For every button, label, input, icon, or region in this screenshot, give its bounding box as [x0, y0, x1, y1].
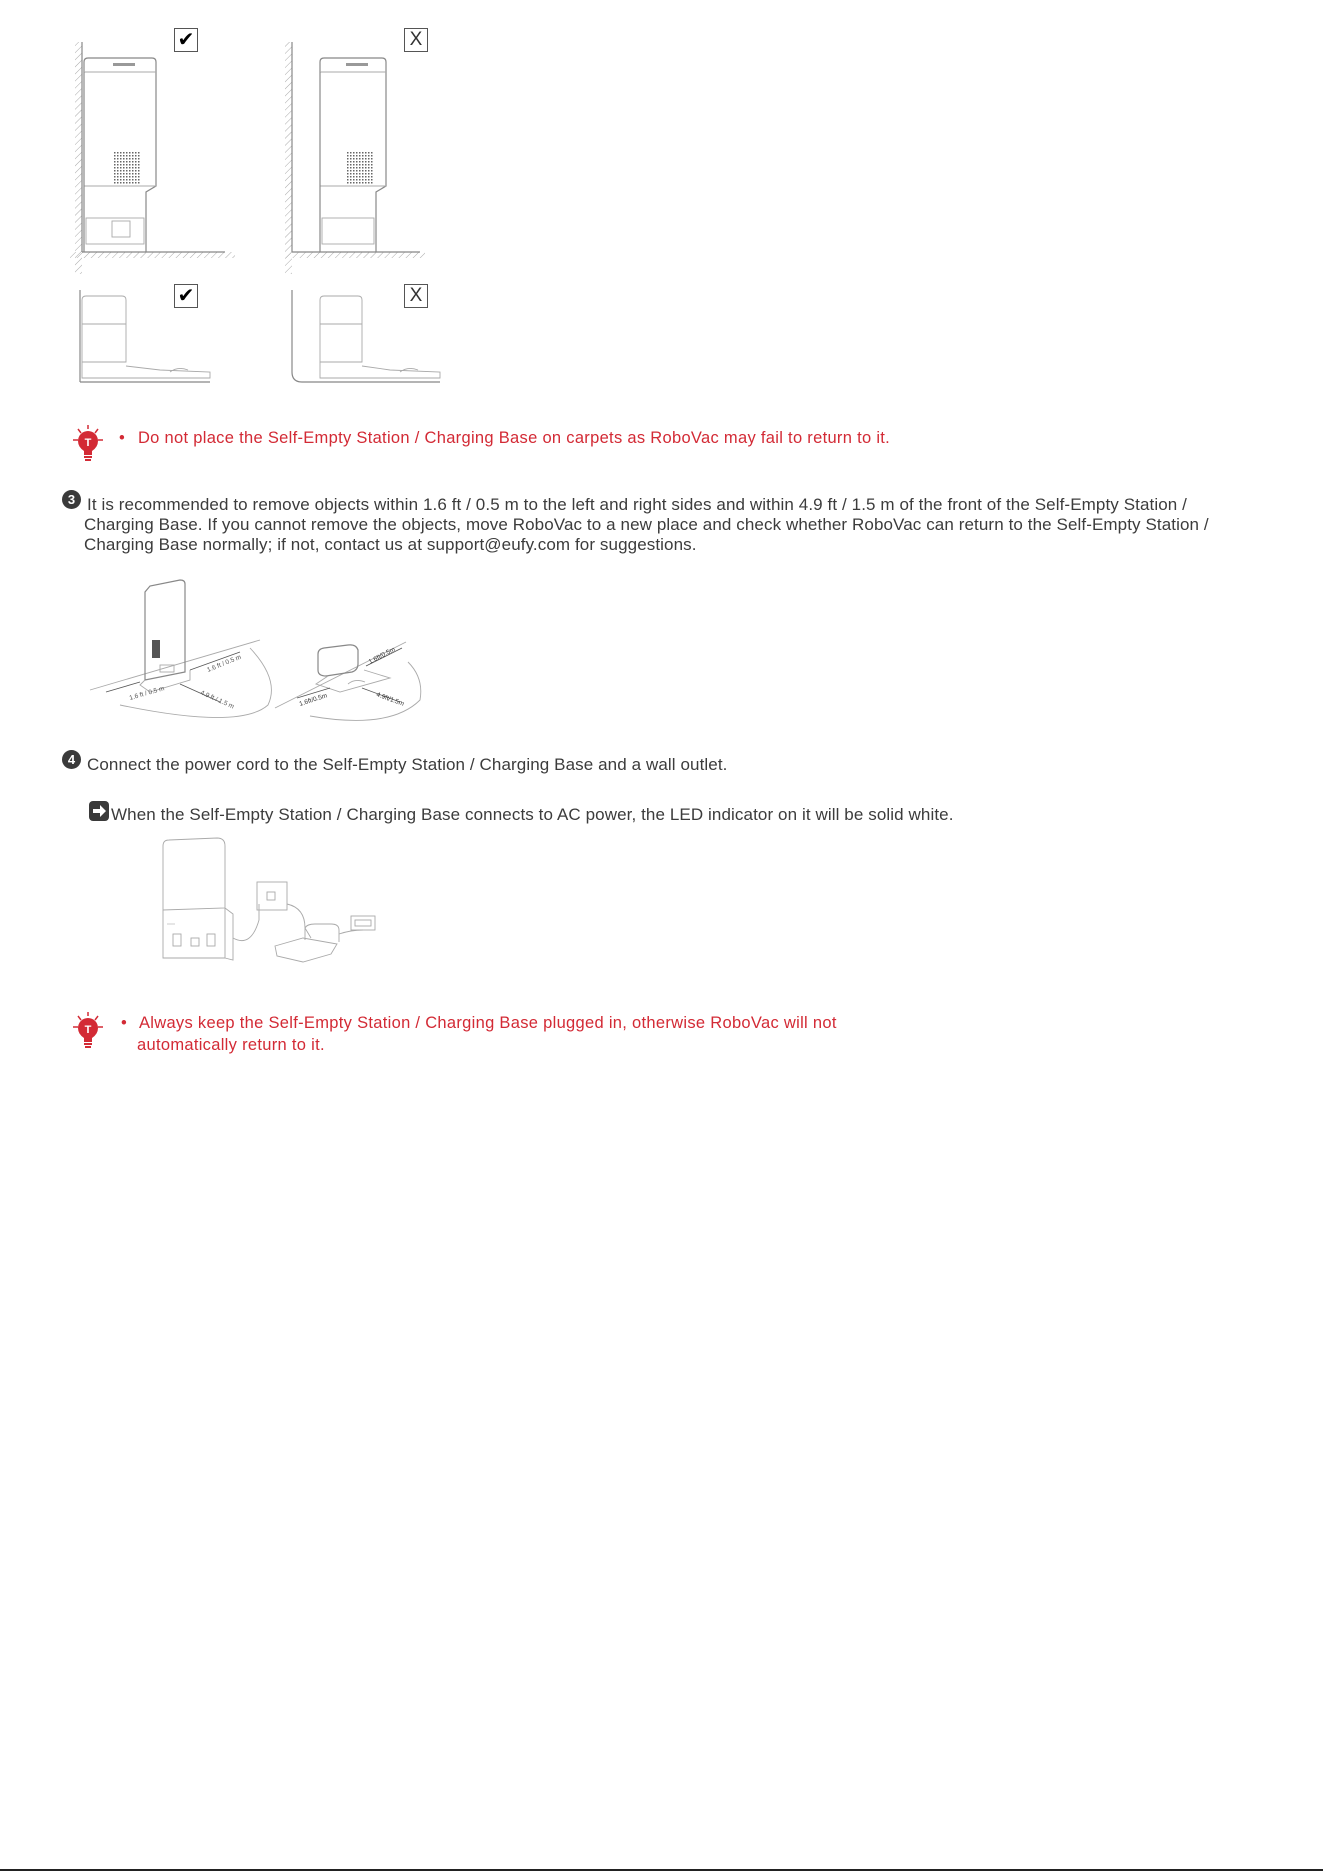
tip-bulb-icon — [70, 425, 106, 465]
charging-base-against-wall-illustration — [60, 290, 260, 400]
clearance-diagram — [90, 580, 430, 728]
note-text: When the Self-Empty Station / Charging Base connects to AC power, the LED indicator on it will be solid white. — [111, 805, 954, 824]
page-bottom-rule — [0, 1869, 1323, 1871]
clearance-label-front-b: 4.9ft/1.5m — [375, 691, 405, 708]
step-4-text: Connect the power cord to the Self-Empty Station / Charging Base and a wall outlet. — [87, 755, 728, 774]
tip-2-line-1: • Always keep the Self-Empty Station / Charging Base plugged in, otherwise RoboVac will not — [121, 1014, 837, 1032]
charging-base-wrong-placement-illustration — [290, 290, 490, 400]
tip-1 — [119, 427, 1219, 449]
tip-2-line-2: automatically return to it. — [137, 1036, 325, 1054]
note-arrow-icon — [89, 801, 109, 821]
clearance-label-side-b: 1.6 ft / 0.5 m — [206, 653, 243, 674]
station-wrong-placement-illustration — [290, 20, 490, 260]
tip-2-bullet: • — [121, 1014, 128, 1032]
step-3-number-badge: 3 — [62, 490, 81, 509]
wrong-mark-2: X — [404, 284, 428, 308]
clearance-label-side-a: 1.6 ft / 0.5 m — [128, 685, 166, 702]
station-against-wall-illustration — [60, 20, 260, 260]
correct-mark-1: ✔ — [174, 28, 198, 52]
svg-text:T: T — [84, 1024, 92, 1036]
clearance-label-front-a: 4.9 ft / 1.5 m — [199, 689, 236, 711]
power-connection-illustration — [155, 838, 385, 968]
step-4-number-badge: 4 — [62, 750, 81, 769]
wrong-mark-1: X — [404, 28, 428, 52]
clearance-label-side-d: 1.6ft/0.5m — [367, 646, 397, 666]
tip-1-text: Do not place the Self-Empty Station / Charging Base on carpets as RoboVac may fail to return to it. — [137, 429, 891, 447]
tip-2 — [121, 1012, 1021, 1056]
clearance-label-side-c: 1.6ft/0.5m — [298, 692, 329, 708]
correct-mark-2: ✔ — [174, 284, 198, 308]
tip-bulb-icon — [70, 1012, 106, 1052]
step-3-text: It is recommended to remove objects within 1.6 ft / 0.5 m to the left and right sides and within 4.9 ft / 1.5 m of the front of the Self-Empty Station / Charging Base. If you cannot remove the objects, move RoboVac to a new place and check whether RoboVac can return to the Self-Empty Station / Charging Base normally; if not, contact us at support@eufy.com for suggestions. — [84, 495, 1209, 554]
tip-1-bullet: • — [119, 429, 126, 447]
placement-figure — [60, 20, 450, 390]
svg-text:T: T — [84, 437, 92, 449]
